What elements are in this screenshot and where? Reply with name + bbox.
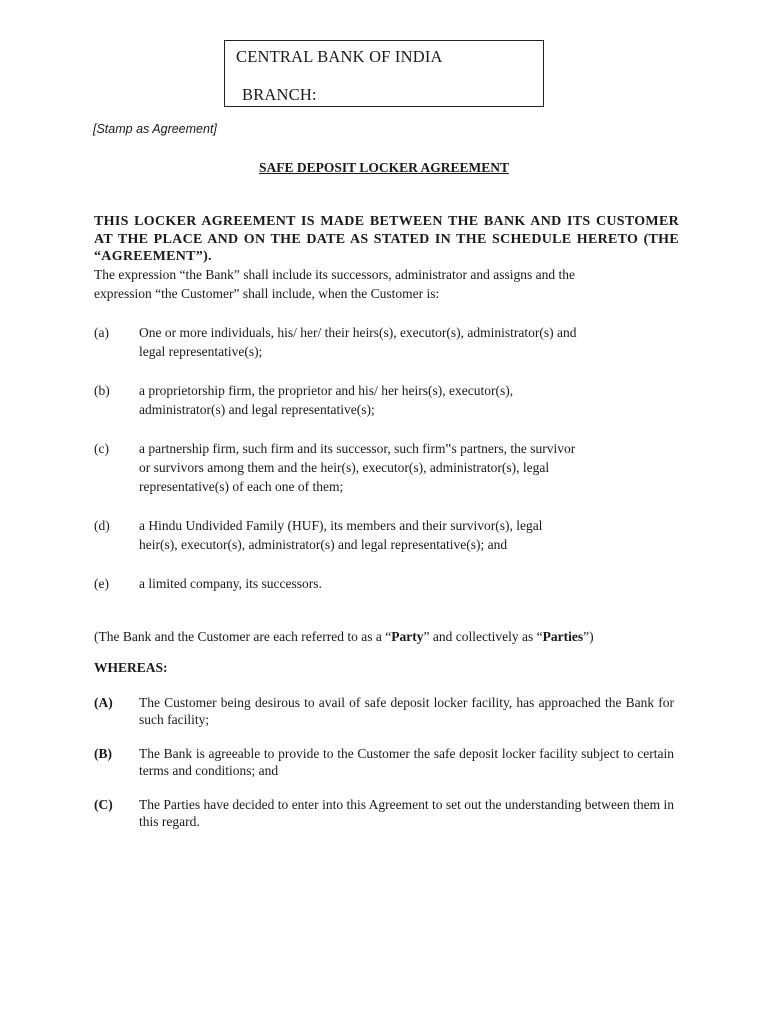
item-label: (c) xyxy=(94,441,109,456)
party-term: Party xyxy=(391,629,424,644)
party-definition: (The Bank and the Customer are each referred to as a “Party” and collectively as “Parties”) xyxy=(94,629,594,644)
item-label: (e) xyxy=(94,576,109,591)
whereas-label: (C) xyxy=(94,797,113,812)
whereas-text: The Customer being desirous to avail of safe deposit locker facility, has approached the Bank for such facility; xyxy=(139,695,674,727)
expression-line-1: The expression “the Bank” shall include its successors, administrator and assigns and the xyxy=(94,267,576,282)
branch-label: BRANCH: xyxy=(242,85,317,104)
parties-term: Parties xyxy=(542,629,584,644)
expression-paragraph xyxy=(94,265,679,303)
item-line: administrator(s) and legal representative(s); xyxy=(139,402,375,417)
item-line: legal representative(s); xyxy=(139,344,263,359)
intro-paragraph: THIS LOCKER AGREEMENT IS MADE BETWEEN THE BANK AND ITS CUSTOMER AT THE PLACE AND ON THE DATE AS STATED IN THE SCHEDULE HERETO (THE “AGREEMENT”). xyxy=(94,214,679,264)
whereas-text: The Bank is agreeable to provide to the Customer the safe deposit locker facility subject to certain terms and conditions; and xyxy=(139,746,674,778)
item-line: heir(s), executor(s), administrator(s) and legal representative(s); and xyxy=(139,537,508,552)
stamp-note: [Stamp as Agreement] xyxy=(93,122,217,136)
bank-header-box xyxy=(224,40,544,107)
item-label: (d) xyxy=(94,518,110,533)
expression-line-2: expression “the Customer” shall include, when the Customer is: xyxy=(94,286,440,301)
item-label: (a) xyxy=(94,325,109,340)
whereas-label: (B) xyxy=(94,746,112,761)
item-line: representative(s) of each one of them; xyxy=(139,479,344,494)
item-line: a partnership firm, such firm and its successor, such firm‟s partners, the survivor xyxy=(139,441,576,456)
whereas-label: (A) xyxy=(94,695,113,710)
whereas-text: The Parties have decided to enter into this Agreement to set out the understanding between them in this regard. xyxy=(139,797,674,829)
item-label: (b) xyxy=(94,383,110,398)
bank-name: CENTRAL BANK OF INDIA xyxy=(236,47,443,66)
item-line: One or more individuals, his/ her/ their heirs(s), executor(s), administrator(s) and xyxy=(139,325,577,340)
item-line: a Hindu Undivided Family (HUF), its members and their survivor(s), legal xyxy=(139,518,543,533)
item-line: or survivors among them and the heir(s), executor(s), administrator(s), legal xyxy=(139,460,550,475)
item-line: a proprietorship firm, the proprietor and his/ her heirs(s), executor(s), xyxy=(139,383,514,398)
item-line: a limited company, its successors. xyxy=(139,576,322,591)
document-title: SAFE DEPOSIT LOCKER AGREEMENT xyxy=(259,160,509,175)
whereas-heading: WHEREAS: xyxy=(94,660,168,675)
